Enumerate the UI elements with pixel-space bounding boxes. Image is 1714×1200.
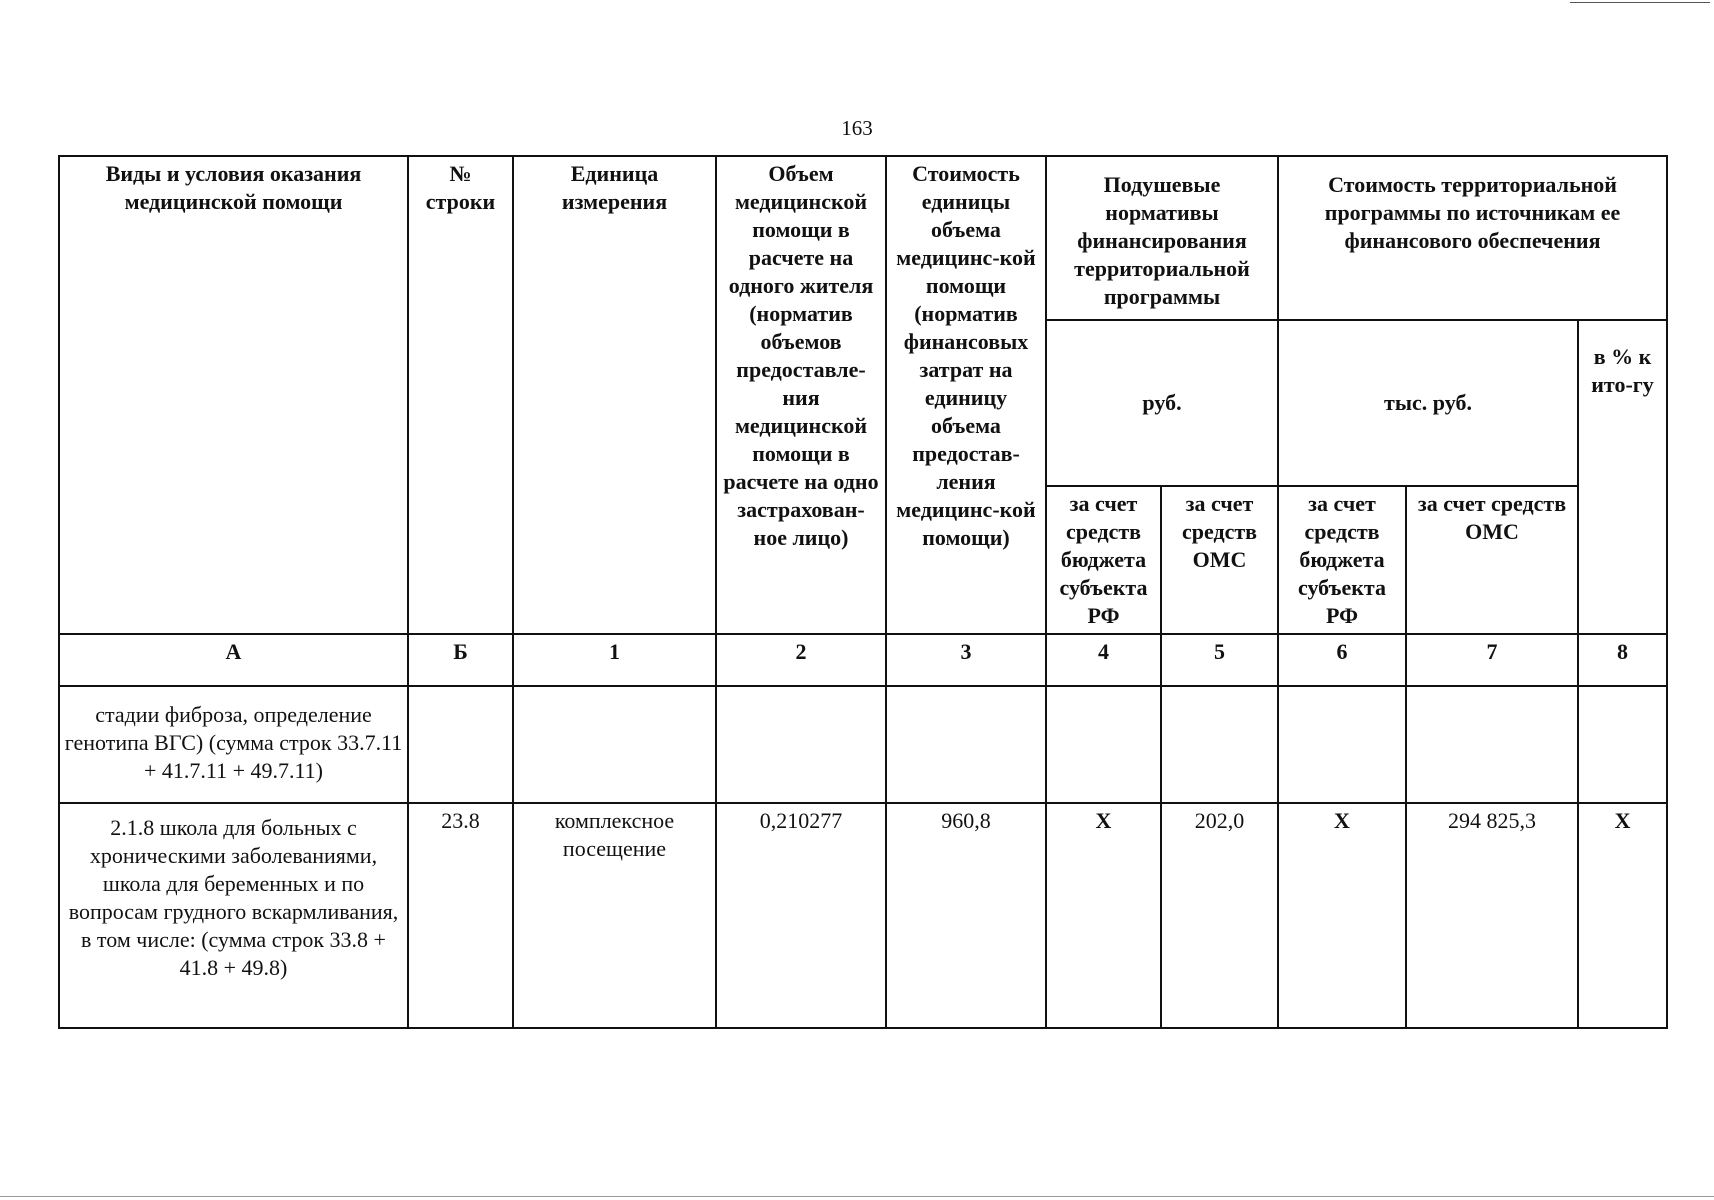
header-unit: Единица измерения xyxy=(513,156,716,634)
index-cell: 6 xyxy=(1278,634,1406,686)
header-volume: Объем медицинской помощи в расчете на одного жителя (норматив объемов предоставле-ния медицинской помощи в расчете на одно застрахован-ное лицо) xyxy=(716,156,886,634)
row-volume xyxy=(716,686,886,803)
row-pc-oms xyxy=(1161,686,1278,803)
header-program-cost-group: Стоимость территориальной программы по источникам ее финансового обеспечения xyxy=(1278,156,1667,320)
row-pc-budget: Х xyxy=(1046,803,1161,1028)
page-number: 163 xyxy=(841,116,873,140)
row-pc-oms: 202,0 xyxy=(1161,803,1278,1028)
header-line-no: № строки xyxy=(408,156,513,634)
row-cost xyxy=(886,686,1046,803)
row-volume: 0,210277 xyxy=(716,803,886,1028)
header-rub: руб. xyxy=(1046,320,1278,486)
header-unit-cost: Стоимость единицы объема медицинс-кой помощи (норматив финансовых затрат на единицу объема предостав-ления медицинс-кой помощи) xyxy=(886,156,1046,634)
header-percent-total: в % к ито-гу xyxy=(1578,320,1667,634)
index-cell: 2 xyxy=(716,634,886,686)
index-cell: Б xyxy=(408,634,513,686)
index-cell: А xyxy=(59,634,408,686)
header-per-capita-group: Подушевые нормативы финансирования территориальной программы xyxy=(1046,156,1278,320)
index-row xyxy=(59,634,1667,686)
scan-edge-bottom xyxy=(0,1196,1714,1197)
row-cost: 960,8 xyxy=(886,803,1046,1028)
index-cell: 8 xyxy=(1578,634,1667,686)
row-line xyxy=(408,686,513,803)
row-tp-oms: 294 825,3 xyxy=(1406,803,1578,1028)
header-pc-oms: за счет средств ОМС xyxy=(1161,486,1278,634)
row-line: 23.8 xyxy=(408,803,513,1028)
row-unit: комплексное посещение xyxy=(513,803,716,1028)
index-cell: 4 xyxy=(1046,634,1161,686)
index-cell: 5 xyxy=(1161,634,1278,686)
header-kinds: Виды и условия оказания медицинской помощи xyxy=(59,156,408,634)
index-cell: 7 xyxy=(1406,634,1578,686)
header-pc-budget: за счет средств бюджета субъекта РФ xyxy=(1046,486,1161,634)
row-percent: Х xyxy=(1578,803,1667,1028)
financing-table xyxy=(58,155,1668,1029)
row-tp-oms xyxy=(1406,686,1578,803)
scan-edge-top xyxy=(1570,2,1710,3)
row-pc-budget xyxy=(1046,686,1161,803)
header-tp-oms: за счет средств ОМС xyxy=(1406,486,1578,634)
table-row xyxy=(59,686,1667,803)
index-cell: 1 xyxy=(513,634,716,686)
row-tp-budget: Х xyxy=(1278,803,1406,1028)
header-row-1 xyxy=(59,156,1667,320)
row-unit xyxy=(513,686,716,803)
row-tp-budget xyxy=(1278,686,1406,803)
row-percent xyxy=(1578,686,1667,803)
row-name: 2.1.8 школа для больных с хроническими заболеваниями, школа для беременных и по вопросам грудного вскармливания, в том числе: (сумма строк 33.8 + 41.8 + 49.8) xyxy=(59,803,408,1028)
header-thousand-rub: тыс. руб. xyxy=(1278,320,1578,486)
header-tp-budget: за счет средств бюджета субъекта РФ xyxy=(1278,486,1406,634)
row-name: стадии фиброза, определение генотипа ВГС) (сумма строк 33.7.11 + 41.7.11 + 49.7.11) xyxy=(59,686,408,803)
index-cell: 3 xyxy=(886,634,1046,686)
table-row xyxy=(59,803,1667,1028)
